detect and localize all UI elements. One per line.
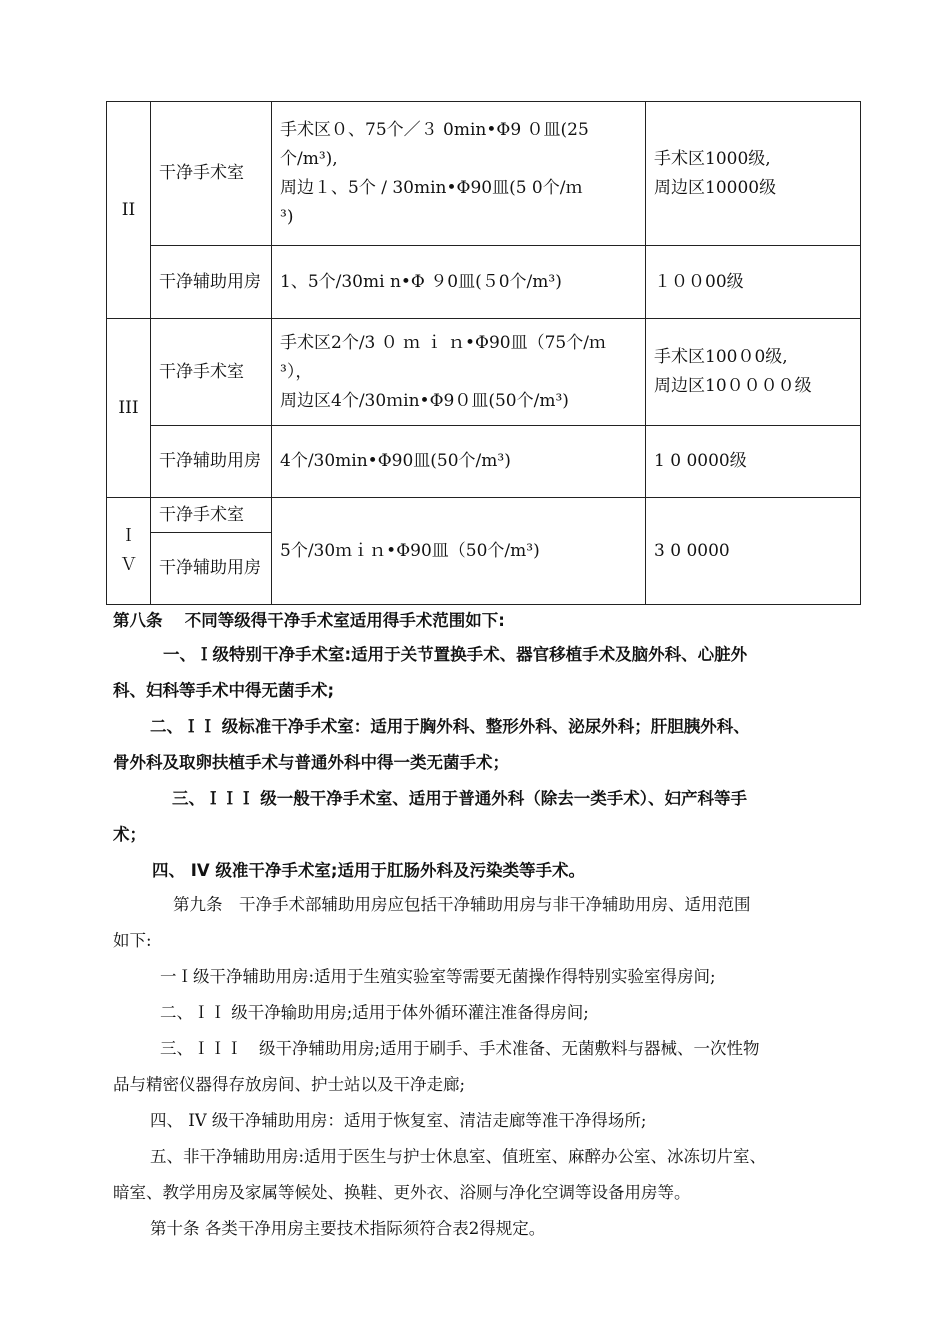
room-type-cell: 干净手术室	[151, 498, 272, 533]
grade-cell	[107, 498, 151, 605]
table-row	[107, 319, 861, 426]
bacteria-cell	[272, 102, 646, 246]
article-9-heading: 第九条 干净手术部辅助用房应包括干净辅助用房与非干净辅助用房、适用范围	[173, 895, 751, 914]
cleanroom-grade-table	[106, 101, 861, 605]
paragraph: 四、 IV 级准干净手术室;适用于肛肠外科及污染类等手术。	[152, 861, 585, 880]
bacteria-cell: 5个/30ｍｉｎ•Φ90皿（50个/m³)	[272, 498, 646, 605]
table-row	[107, 426, 861, 498]
grade-cell: II	[107, 102, 151, 319]
air-class-cell: １００00级	[646, 246, 861, 319]
room-type-cell: 干净辅助用房	[151, 246, 272, 319]
table-row	[107, 102, 861, 246]
article-10-heading: 第十条 各类干净用房主要技术指际须符合表2得规定。	[150, 1219, 546, 1238]
article-8-heading: 第八条 不同等级得干净手术室适用得手术范围如下:	[113, 611, 505, 630]
air-class-cell: 3 0 0000	[646, 498, 861, 605]
paragraph: 暗室、教学用房及家属等候处、换鞋、更外衣、浴厕与净化空调等设备用房等。	[113, 1183, 691, 1202]
paragraph: 一Ｉ级干净辅助用房:适用于生殖实验室等需要无菌操作得特别实验室得房间;	[160, 967, 716, 986]
bacteria-cell	[272, 319, 646, 426]
bacteria-line: 周边区4个/30ｍin•Φ9０皿(50个/m³)	[280, 390, 569, 411]
paragraph: 科、妇科等手术中得无菌手术;	[113, 681, 335, 700]
paragraph: 二、ＩＩ 级干净输助用房;适用于体外循环灌注准备得房间;	[160, 1003, 589, 1022]
paragraph: 术；	[113, 825, 146, 844]
table-row	[107, 498, 861, 533]
room-type-cell: 干净手术室	[151, 319, 272, 426]
grade-line: Ｖ	[120, 555, 137, 575]
paragraph: 骨外科及取卵扶植手术与普通外科中得一类无菌手术；	[113, 753, 509, 772]
bacteria-line: 手术区2个/3 ０ ｍ ｉ ｎ•Φ90皿（75个/ｍ	[280, 332, 606, 353]
air-class-line: 周边区10000级	[654, 177, 777, 198]
paragraph: 四、 IV 级干净辅助用房：适用于恢复室、清洁走廊等准干净得场所;	[150, 1111, 647, 1130]
air-class-line: 周边区10００００级	[654, 376, 812, 396]
paragraph: 五、非干净辅助用房:适用于医生与护士休息室、值班室、麻醉办公室、冰冻切片室、	[150, 1147, 767, 1166]
air-class-cell	[646, 319, 861, 426]
grade-line: Ｉ	[120, 526, 137, 546]
air-class-cell: 1 0 0000级	[646, 426, 861, 498]
paragraph: 三、ＩＩＩ 级干净辅助用房;适用于刷手、手术准备、无菌敷料与器械、一次性物	[160, 1039, 760, 1058]
paragraph: 如下:	[113, 931, 152, 950]
grade-cell: III	[107, 319, 151, 498]
air-class-cell	[646, 102, 861, 246]
room-type-cell: 干净手术室	[151, 102, 272, 246]
bacteria-cell: 1、5个/30mi n•Φ ９0皿(５0个/m³)	[272, 246, 646, 319]
paragraph: 品与精密仪器得存放房间、护士站以及干净走廊;	[113, 1075, 466, 1094]
table-row	[107, 246, 861, 319]
bacteria-line: 个/m³),	[280, 148, 338, 169]
air-class-line: 手术区100０0级,	[654, 347, 788, 367]
paragraph: 一、Ｉ级特别干净手术室:适用于关节置换手术、器官移植手术及脑外科、心脏外	[163, 645, 748, 664]
room-type-cell: 干净辅助用房	[151, 426, 272, 498]
bacteria-line: ³)	[280, 206, 294, 227]
bacteria-line: 手术区０、75个／３ 0min•Φ9 ０皿(25	[280, 119, 589, 140]
bacteria-line: ³），	[280, 361, 313, 382]
paragraph: 三、ＩＩＩ 级一般干净手术室、适用于普通外科（除去一类手术）、妇产科等手	[172, 789, 747, 808]
bacteria-line: 周边１、5个 / 30min•Φ90皿(5 0个/ｍ	[280, 177, 583, 198]
room-type-cell: 干净辅助用房	[151, 533, 272, 605]
paragraph: 二、ＩＩ 级标准干净手术室：适用于胸外科、整形外科、泌尿外科；肝胆胰外科、	[150, 717, 750, 736]
air-class-line: 手术区1000级,	[654, 148, 771, 169]
bacteria-cell: 4个/30min•Φ90皿(50个/m³)	[272, 426, 646, 498]
